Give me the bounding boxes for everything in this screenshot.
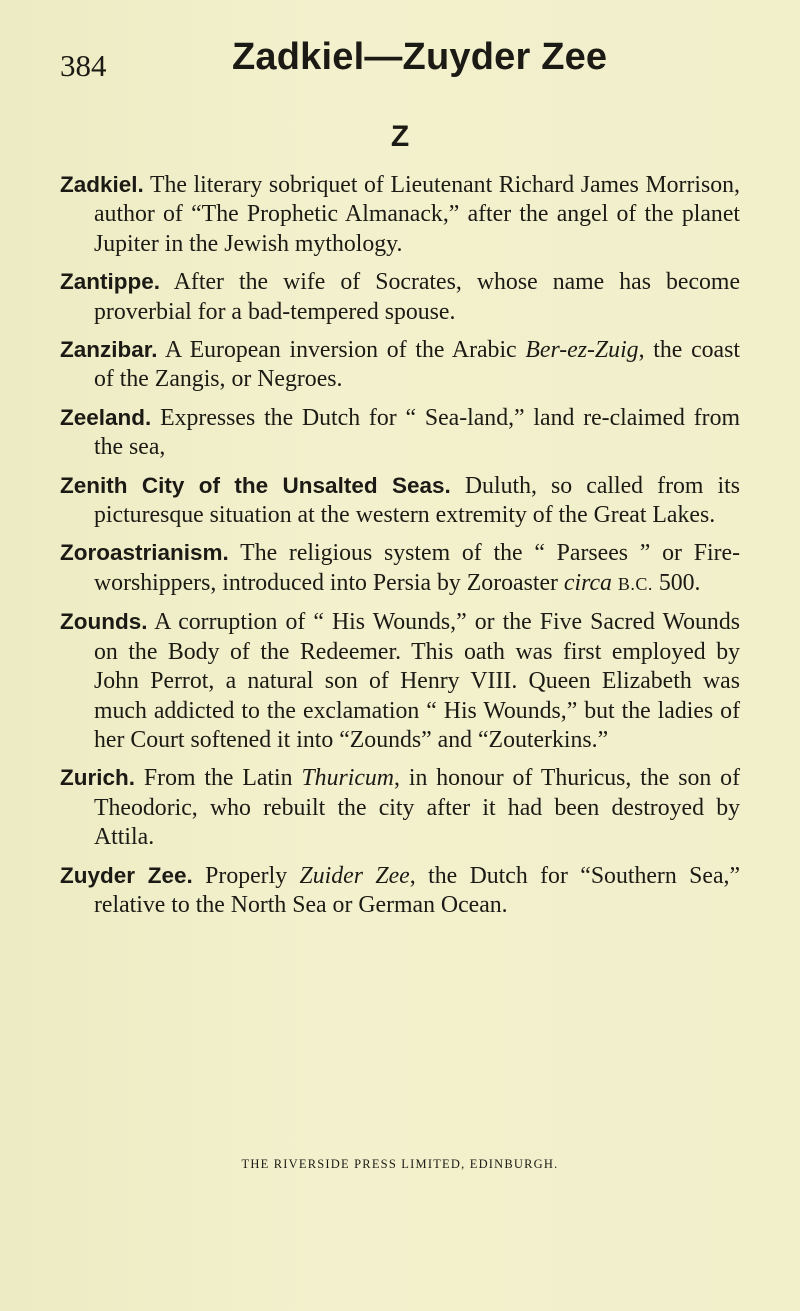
entry-italic-term: Thuricum	[301, 765, 394, 792]
entry-term: Zoroastrianism.	[60, 540, 229, 566]
entry-definition: The religious system of the “ Parsees ” or Fire-worshippers, introduced into Persia by Zoroaster	[94, 540, 740, 596]
entry-zounds	[60, 607, 740, 755]
entry-zuyder-zee	[60, 861, 740, 921]
entry-zeeland	[60, 403, 740, 463]
entry-term: Zeeland.	[60, 404, 152, 430]
entry-definition-cont: , in honour of Thuricus, the son of Theodoric, who rebuilt the city after it had been destroyed by Attila.	[94, 765, 740, 851]
entry-zenith-city	[60, 471, 740, 531]
entry-term: Zenith City of the Unsalted Seas.	[60, 472, 451, 498]
entry-definition-cont: 500.	[658, 569, 701, 596]
entry-definition: From the Latin	[143, 765, 293, 792]
entry-definition: Duluth, so called from its picturesque situation at the western extremity of the Great Lakes.	[94, 472, 741, 529]
entry-italic-term: Zuider Zee	[299, 862, 410, 889]
entry-definition: Properly	[205, 862, 288, 889]
entry-definition: After the wife of Socrates, whose name has become proverbial for a bad-tempered spouse.	[94, 269, 741, 325]
printer-imprint: THE RIVERSIDE PRESS LIMITED, EDINBURGH.	[241, 1157, 559, 1171]
entry-term: Zounds.	[60, 609, 148, 635]
running-head	[60, 36, 760, 86]
entry-zantippe	[60, 267, 740, 327]
entry-zadkiel	[60, 170, 740, 259]
entry-term: Zadkiel.	[60, 172, 144, 197]
entry-term: Zurich.	[60, 765, 136, 791]
page-number: 384	[60, 48, 107, 83]
dictionary-entries	[60, 170, 740, 928]
entry-definition-cont: , the Dutch for “Southern Sea,” relative to the North Sea or German Ocean.	[94, 862, 741, 918]
entry-definition: The literary sobriquet of Lieutenant Richard James Morrison, author of “The Prophetic Almanack,” after the angel of the planet Jupiter in the Jewish mythology.	[94, 172, 740, 257]
entry-small-caps: B.C.	[617, 573, 653, 594]
entry-italic-term: Ber-ez-Zuig	[525, 337, 639, 364]
entry-definition: Expresses the Dutch for “ Sea-land,” land re-claimed from the sea,	[94, 404, 740, 461]
entry-term: Zanzibar.	[60, 337, 158, 363]
entry-definition: A corruption of “ His Wounds,” or the Five Sacred Wounds on the Body of the Redeemer. This oath was first employed by John Perrot, a natural son of Henry VIII. Queen Elizabeth was much addicted to the exclamation “ His Wounds,” but the ladies of her Court softened it into “Zounds” and “Zouterkins.”	[94, 609, 740, 753]
running-title: Zadkiel—Zuyder Zee	[232, 36, 608, 78]
entry-zurich	[60, 763, 740, 852]
entry-zoroastrianism	[60, 538, 740, 599]
entry-definition: A European inversion of the Arabic	[164, 337, 517, 364]
entry-term: Zuyder Zee.	[60, 862, 193, 888]
entry-zanzibar	[60, 335, 740, 395]
entry-definition-cont: , the coast of the Zangis, or Negroes.	[94, 337, 740, 393]
section-letter: Z	[390, 120, 410, 153]
entry-term: Zantippe.	[60, 269, 160, 295]
entry-italic-term: circa	[563, 569, 612, 596]
